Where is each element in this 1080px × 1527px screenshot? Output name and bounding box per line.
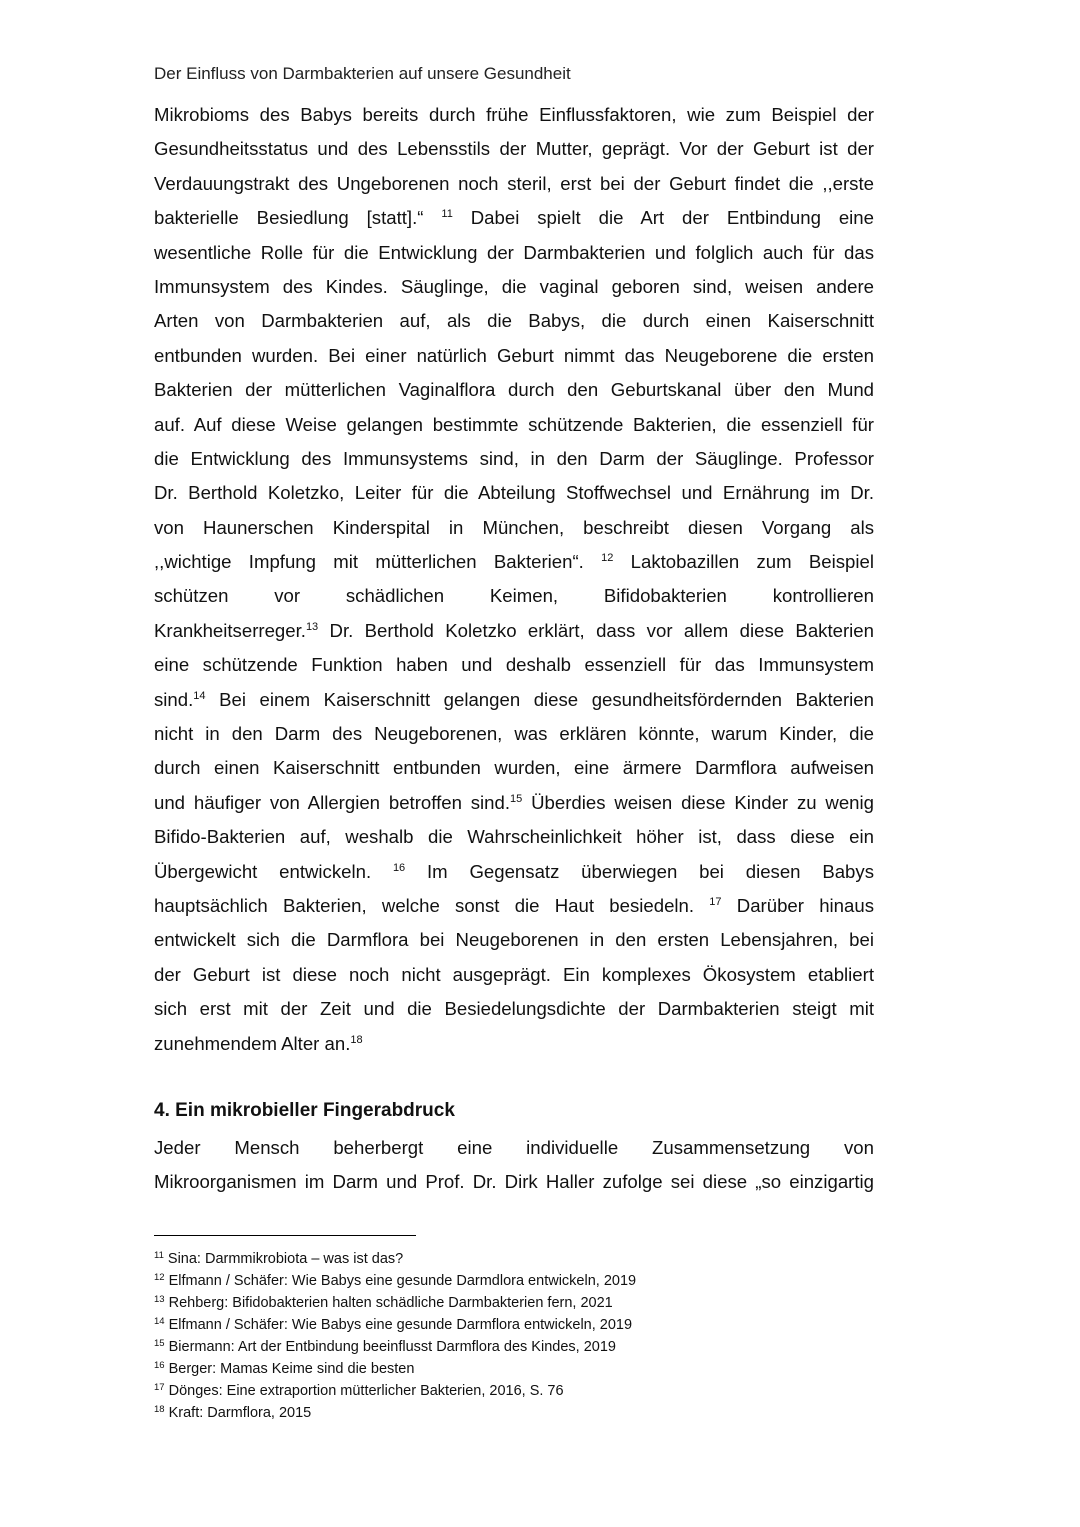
text-run: eine schützende Funktion haben und deshalb essenziell für das Immunsystem <box>154 654 874 676</box>
text-run: die Entwicklung des Immunsystems sind, in den Darm der Säuglinge. Professor <box>154 447 874 469</box>
text-line <box>154 786 874 820</box>
text-line <box>154 98 874 132</box>
text-line <box>154 511 874 545</box>
text-run: durch einen Kaiserschnitt entbunden wurden, eine ärmere Darmflora aufweisen <box>154 757 874 779</box>
footnote-text: Elfmann / Schäfer: Wie Babys eine gesunde Darmflora entwickeln, 2019 <box>164 1317 633 1333</box>
text-run: sich erst mit der Zeit und die Besiedelungsdichte der Darmbakterien steigt mit <box>154 998 874 1020</box>
text-run: hauptsächlich Bakterien, welche sonst die Haut besiedeln. <box>154 894 710 916</box>
text-run: Überdies weisen diese Kinder zu wenig <box>522 791 874 813</box>
text-run: und häufiger von Allergien betroffen sind. <box>154 791 511 813</box>
text-line <box>154 958 874 992</box>
text-run: Darüber hinaus <box>721 894 874 916</box>
footnote-text: Kraft: Darmflora, 2015 <box>164 1405 312 1421</box>
text-line <box>154 236 874 270</box>
text-line <box>154 442 874 476</box>
text-run: sind. <box>154 688 194 710</box>
footnote-ref[interactable]: 13 <box>305 620 319 633</box>
text-run: Dabei spielt die Art der Entbindung eine <box>452 207 874 229</box>
text-line <box>154 201 874 235</box>
footnote-number: 14 <box>154 1316 165 1327</box>
section-paragraph <box>154 1131 874 1200</box>
text-line <box>154 1165 874 1199</box>
footnote-ref[interactable]: 16 <box>392 861 406 874</box>
footnote-number: 17 <box>154 1382 165 1393</box>
text-run: der Geburt ist diese noch nicht ausgeprägt. Ein komplexes Ökosystem etabliert <box>154 963 874 985</box>
text-line <box>154 408 874 442</box>
footnote-number: 12 <box>154 1272 165 1283</box>
text-line <box>154 855 874 889</box>
text-run: Arten von Darmbakterien auf, als die Babys, die durch einen Kaiserschnitt <box>154 310 874 332</box>
footnote-text: Elfmann / Schäfer: Wie Babys eine gesunde Darmdlora entwickeln, 2019 <box>164 1273 637 1289</box>
text-run: Jeder Mensch beherbergt eine individuelle Zusammensetzung von <box>154 1137 874 1158</box>
text-line <box>154 339 874 373</box>
footnote-number: 15 <box>154 1338 165 1349</box>
text-line <box>154 270 874 304</box>
text-line <box>154 476 874 510</box>
text-line <box>154 545 874 579</box>
text-run: wesentliche Rolle für die Entwicklung der Darmbakterien und folglich auch für das <box>154 241 874 263</box>
text-run: nicht in den Darm des Neugeborenen, was erklären könnte, warum Kinder, die <box>154 723 874 745</box>
text-run: Bifido-Bakterien auf, weshalb die Wahrscheinlichkeit höher ist, dass diese ein <box>154 826 874 848</box>
text-run: Gesundheitsstatus und des Lebensstils der Mutter, geprägt. Vor der Geburt ist der <box>154 138 874 160</box>
text-run: von Haunerschen Kinderspital in München, beschreibt diesen Vorgang als <box>154 516 874 538</box>
footnote-ref[interactable]: 11 <box>441 208 453 221</box>
footnote <box>154 1248 636 1270</box>
text-run: Dr. Berthold Koletzko erklärt, dass vor allem diese Bakterien <box>318 619 874 641</box>
text-line <box>154 614 874 648</box>
text-run: Dr. Berthold Koletzko, Leiter für die Abteilung Stoffwechsel und Ernährung im Dr. <box>154 482 874 504</box>
text-run: Immunsystem des Kindes. Säuglinge, die vaginal geboren sind, weisen andere <box>154 275 874 297</box>
text-run: schützen vor schädlichen Keimen, Bifidobakterien kontrollieren <box>154 585 874 607</box>
text-run: Mikroorganismen im Darm und Prof. Dr. Dirk Haller zufolge sei diese „so einzigartig <box>154 1171 874 1193</box>
footnote-number: 16 <box>154 1360 165 1371</box>
text-run: Krankheitserreger. <box>154 619 306 641</box>
footnote-ref[interactable]: 17 <box>709 895 722 908</box>
text-line <box>154 373 874 407</box>
text-run: Übergewicht entwickeln. <box>154 860 393 882</box>
footnote <box>154 1336 636 1358</box>
footnote-ref[interactable]: 15 <box>510 792 523 805</box>
footnote-text: Rehberg: Bifidobakterien halten schädliche Darmbakterien fern, 2021 <box>164 1295 613 1311</box>
text-run: Im Gegensatz überwiegen bei diesen Babys <box>405 860 874 882</box>
footnote-number: 11 <box>154 1250 164 1261</box>
text-line <box>154 648 874 682</box>
text-run: auf. Auf diese Weise gelangen bestimmte schützende Bakterien, die essenziell für <box>154 413 874 435</box>
text-run: zunehmendem Alter an. <box>154 1032 351 1054</box>
text-line <box>154 1027 874 1061</box>
text-run: entwickelt sich die Darmflora bei Neugeborenen in den ersten Lebensjahren, bei <box>154 929 874 951</box>
footnotes <box>154 1248 636 1424</box>
text-line <box>154 1131 874 1165</box>
text-line <box>154 683 874 717</box>
footnote <box>154 1358 636 1380</box>
text-line <box>154 167 874 201</box>
text-line <box>154 304 874 338</box>
footnote <box>154 1314 636 1336</box>
text-run: entbunden wurden. Bei einer natürlich Geburt nimmt das Neugeborene die ersten <box>154 344 874 366</box>
footnote <box>154 1270 636 1292</box>
text-line <box>154 579 874 613</box>
footnote-text: Sina: Darmmikrobiota – was ist das? <box>163 1251 404 1267</box>
text-line <box>154 751 874 785</box>
footnote <box>154 1402 636 1424</box>
body-paragraph <box>154 98 874 1061</box>
text-line <box>154 717 874 751</box>
footnote-ref[interactable]: 18 <box>350 1033 363 1046</box>
text-line <box>154 923 874 957</box>
text-run: bakterielle Besiedlung [statt].“ <box>154 207 442 229</box>
text-run: Mikrobioms des Babys bereits durch frühe Einflussfaktoren, wie zum Beispiel der <box>154 104 874 125</box>
section-heading: 4. Ein mikrobieller Fingerabdruck <box>154 1100 455 1121</box>
footnote <box>154 1292 636 1314</box>
text-run: Bei einem Kaiserschnitt gelangen diese gesundheitsfördernden Bakterien <box>205 688 874 710</box>
text-run: ,,wichtige Impfung mit mütterlichen Bakterien“. <box>154 551 602 573</box>
footnote-text: Dönges: Eine extraportion mütterlicher Bakterien, 2016, S. 76 <box>164 1383 564 1399</box>
footnote-ref[interactable]: 12 <box>601 552 614 565</box>
footnote-separator <box>154 1235 416 1236</box>
footnote <box>154 1380 636 1402</box>
text-run: Bakterien der mütterlichen Vaginalflora durch den Geburtskanal über den Mund <box>154 379 874 401</box>
text-run: Verdauungstrakt des Ungeborenen noch steril, erst bei der Geburt findet die ,,erste <box>154 172 874 194</box>
footnote-number: 13 <box>154 1294 165 1305</box>
text-line <box>154 992 874 1026</box>
footnote-number: 18 <box>154 1404 165 1415</box>
footnote-ref[interactable]: 14 <box>193 689 206 702</box>
footnote-text: Biermann: Art der Entbindung beeinflusst Darmflora des Kindes, 2019 <box>164 1339 616 1355</box>
running-header: Der Einfluss von Darmbakterien auf unsere Gesundheit <box>154 64 571 83</box>
footnote-text: Berger: Mamas Keime sind die besten <box>164 1361 415 1377</box>
text-line <box>154 132 874 166</box>
text-run: Laktobazillen zum Beispiel <box>613 551 875 573</box>
text-line <box>154 820 874 854</box>
text-line <box>154 889 874 923</box>
